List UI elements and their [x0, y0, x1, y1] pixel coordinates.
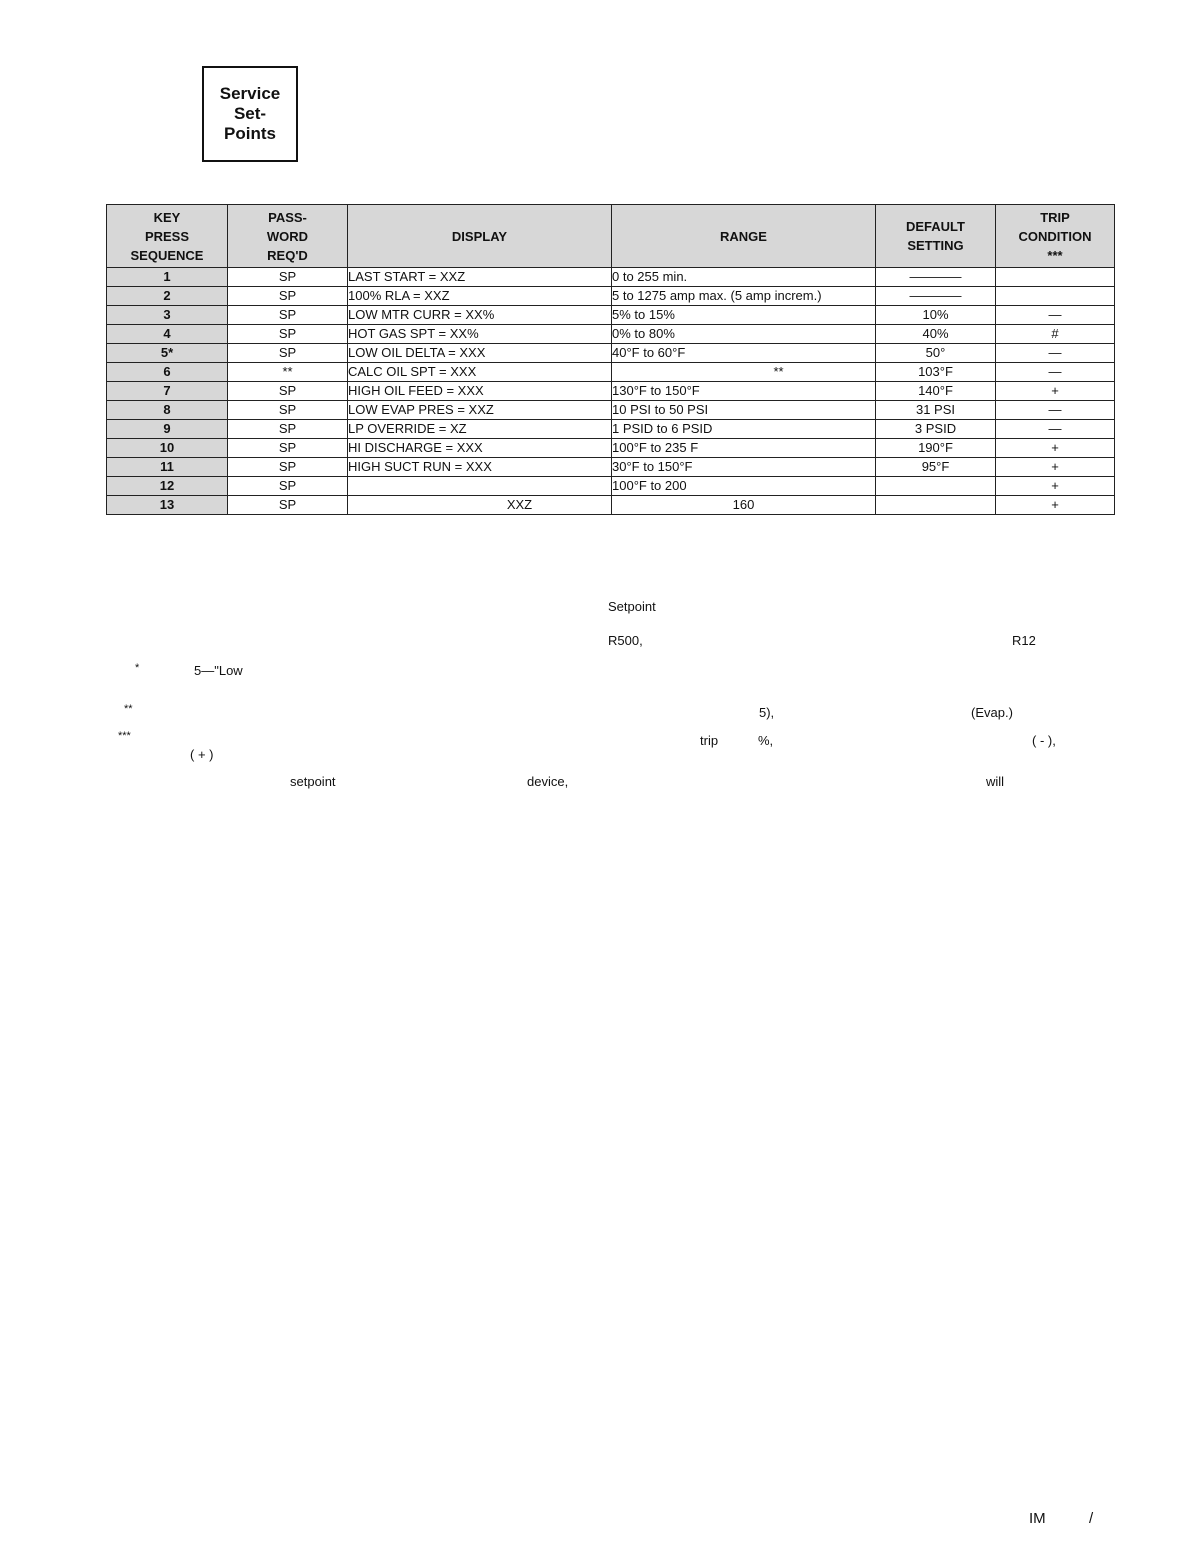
password-cell: SP — [228, 439, 348, 458]
trip-cell: — — [996, 401, 1115, 420]
header-trip-condition — [996, 205, 1115, 268]
note-trip: trip — [700, 733, 719, 748]
default-cell: 95°F — [876, 458, 996, 477]
note-five-low: 5—"Low — [194, 663, 243, 678]
key-press-cell: 2 — [107, 287, 228, 306]
range-cell: 5 to 1275 amp max. (5 amp increm.) — [612, 287, 876, 306]
table-row — [107, 306, 1115, 325]
display-cell — [348, 477, 612, 496]
key-press-cell: 7 — [107, 382, 228, 401]
range-cell: 0 to 255 min. — [612, 268, 876, 287]
default-cell: 40% — [876, 325, 996, 344]
range-cell: 100°F to 235 F — [612, 439, 876, 458]
range-cell: 1 PSID to 6 PSID — [612, 420, 876, 439]
password-cell: SP — [228, 306, 348, 325]
header-pw-line2: WORD — [266, 228, 309, 244]
key-press-cell: 12 — [107, 477, 228, 496]
display-cell: CALC OIL SPT = XXX — [348, 363, 612, 382]
password-cell: SP — [228, 401, 348, 420]
footer-slash: / — [1089, 1510, 1094, 1527]
note-five-paren: 5), — [759, 705, 775, 720]
table-row — [107, 477, 1115, 496]
default-cell: 103°F — [876, 363, 996, 382]
trip-cell: + — [996, 439, 1115, 458]
header-default-line2: SETTING — [907, 238, 964, 253]
header-key-line3: SEQUENCE — [130, 247, 204, 263]
header-default-line1: DEFAULT — [906, 219, 965, 234]
password-cell: SP — [228, 325, 348, 344]
footer-im-label: IM — [1029, 1510, 1046, 1527]
key-press-cell: 9 — [107, 420, 228, 439]
table-row — [107, 363, 1115, 382]
default-cell: 190°F — [876, 439, 996, 458]
password-cell: SP — [228, 496, 348, 515]
trip-cell: + — [996, 496, 1115, 515]
password-cell: SP — [228, 420, 348, 439]
trip-cell: — — [996, 344, 1115, 363]
range-cell: 160 — [612, 496, 876, 515]
header-range: RANGE — [612, 205, 876, 268]
password-cell: SP — [228, 287, 348, 306]
default-cell: 50° — [876, 344, 996, 363]
service-box-line2: Set- — [233, 104, 267, 123]
display-cell: HIGH OIL FEED = XXX — [348, 382, 612, 401]
key-press-cell: 3 — [107, 306, 228, 325]
trip-cell: — — [996, 306, 1115, 325]
table-row — [107, 496, 1115, 515]
password-cell: ** — [228, 363, 348, 382]
password-cell: SP — [228, 382, 348, 401]
table-row — [107, 344, 1115, 363]
note-plus-sign: ( + ) — [190, 747, 214, 762]
trip-cell: — — [996, 363, 1115, 382]
default-cell: ———— — [876, 268, 996, 287]
display-cell: LOW OIL DELTA = XXX — [348, 344, 612, 363]
key-press-cell: 8 — [107, 401, 228, 420]
default-cell: 10% — [876, 306, 996, 325]
range-cell: 40°F to 60°F — [612, 344, 876, 363]
header-password-reqd — [228, 205, 348, 268]
service-setpoints-key — [202, 66, 298, 162]
table-row — [107, 458, 1115, 477]
display-cell: 100% RLA = XXZ — [348, 287, 612, 306]
note-footnote-single-star: * — [135, 662, 140, 674]
note-evap: (Evap.) — [971, 705, 1013, 720]
header-trip-line3: *** — [1047, 247, 1063, 263]
note-minus-sign: ( - ), — [1032, 733, 1056, 748]
display-cell: LAST START = XXZ — [348, 268, 612, 287]
header-key-press-sequence — [107, 205, 228, 268]
table-row — [107, 439, 1115, 458]
note-footnote-triple-star: *** — [118, 730, 131, 742]
default-cell: 140°F — [876, 382, 996, 401]
key-press-cell: 6 — [107, 363, 228, 382]
range-cell: 100°F to 200 — [612, 477, 876, 496]
range-cell: 0% to 80% — [612, 325, 876, 344]
note-percent: %, — [758, 733, 774, 748]
trip-cell — [996, 287, 1115, 306]
display-cell: HIGH SUCT RUN = XXX — [348, 458, 612, 477]
note-setpoint: Setpoint — [608, 599, 656, 614]
default-cell: 31 PSI — [876, 401, 996, 420]
display-cell: XXZ — [348, 496, 612, 515]
password-cell: SP — [228, 458, 348, 477]
display-cell: LOW EVAP PRES = XXZ — [348, 401, 612, 420]
key-press-cell: 1 — [107, 268, 228, 287]
display-cell: HOT GAS SPT = XX% — [348, 325, 612, 344]
key-press-cell: 4 — [107, 325, 228, 344]
key-press-cell: 11 — [107, 458, 228, 477]
password-cell: SP — [228, 344, 348, 363]
password-cell: SP — [228, 268, 348, 287]
trip-cell: — — [996, 420, 1115, 439]
range-cell: 30°F to 150°F — [612, 458, 876, 477]
header-pw-line3: REQ'D — [267, 247, 308, 263]
header-trip-line1: TRIP — [1040, 209, 1070, 225]
trip-cell: # — [996, 325, 1115, 344]
trip-cell — [996, 268, 1115, 287]
service-box-line3: Points — [224, 124, 276, 143]
header-key-line2: PRESS — [144, 228, 190, 244]
header-key-line1: KEY — [153, 209, 181, 225]
table-row — [107, 382, 1115, 401]
table-row — [107, 401, 1115, 420]
table-row — [107, 287, 1115, 306]
note-device: device, — [527, 774, 569, 789]
header-pw-line1: PASS- — [268, 209, 307, 225]
password-cell: SP — [228, 477, 348, 496]
key-press-cell: 10 — [107, 439, 228, 458]
note-r12: R12 — [1012, 633, 1036, 648]
default-cell: 3 PSID — [876, 420, 996, 439]
key-press-cell: 13 — [107, 496, 228, 515]
table-row — [107, 420, 1115, 439]
default-cell: ———— — [876, 287, 996, 306]
note-footnote-double-star: ** — [124, 703, 133, 715]
display-cell: LOW MTR CURR = XX% — [348, 306, 612, 325]
header-trip-line2: CONDITION — [1018, 228, 1092, 244]
table-row — [107, 325, 1115, 344]
note-setpoint-lowercase: setpoint — [290, 774, 336, 789]
table-header-row — [107, 205, 1115, 268]
range-cell: 5% to 15% — [612, 306, 876, 325]
service-box-line1: Service — [219, 84, 281, 103]
default-cell — [876, 477, 996, 496]
note-r500: R500, — [608, 633, 643, 648]
service-setpoints-table — [106, 204, 1115, 515]
display-cell: LP OVERRIDE = XZ — [348, 420, 612, 439]
header-display: DISPLAY — [348, 205, 612, 268]
table-row — [107, 268, 1115, 287]
display-cell: HI DISCHARGE = XXX — [348, 439, 612, 458]
note-will: will — [986, 774, 1005, 789]
range-cell: 10 PSI to 50 PSI — [612, 401, 876, 420]
trip-cell: + — [996, 458, 1115, 477]
range-cell: ** — [612, 363, 876, 382]
trip-cell: + — [996, 477, 1115, 496]
range-cell: 130°F to 150°F — [612, 382, 876, 401]
key-press-cell: 5* — [107, 344, 228, 363]
trip-cell: + — [996, 382, 1115, 401]
default-cell — [876, 496, 996, 515]
header-default-setting — [876, 205, 996, 268]
